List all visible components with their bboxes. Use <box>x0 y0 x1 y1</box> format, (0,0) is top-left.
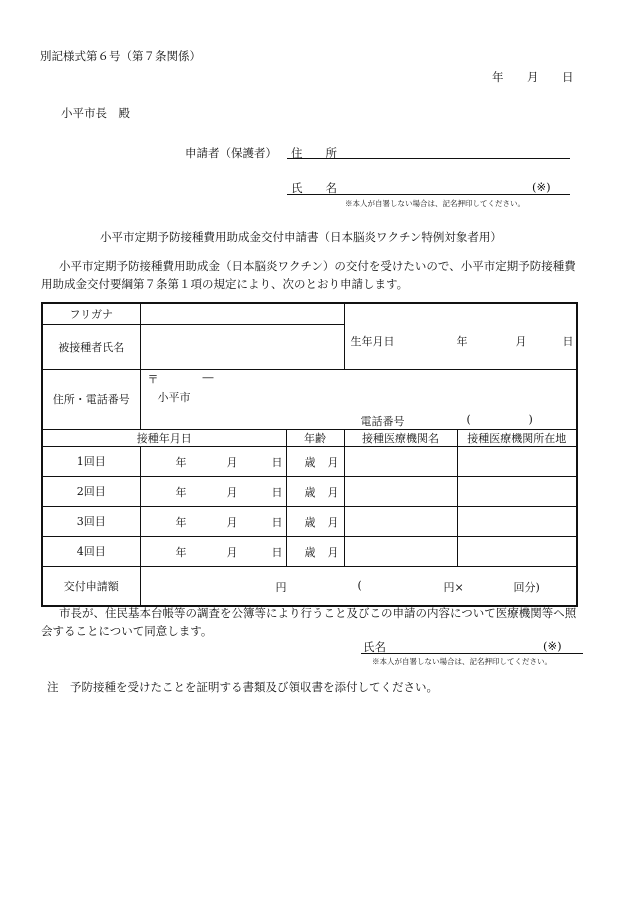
intro-line-1: 小平市定期予防接種費用助成金（日本脳炎ワクチン）の交付を受けたいので、小平市定期予防接種費 <box>59 259 576 273</box>
dose-year: 年 <box>175 455 187 469</box>
applicant-address-label: 住 所 <box>291 146 337 160</box>
furigana-label: フリガナ <box>42 303 140 324</box>
dose-row <box>42 506 577 536</box>
consent-name-label: 氏名 <box>363 640 386 654</box>
dose-day: 日 <box>271 455 283 469</box>
dose-institution-field[interactable] <box>344 506 457 536</box>
amount-yen-times: 円× <box>443 580 464 594</box>
patient-name-field[interactable] <box>140 324 344 369</box>
phone-label: 電話番号 <box>360 414 405 428</box>
dose-age-unit: 歳 <box>304 455 316 469</box>
postal-dash: ― <box>202 370 214 384</box>
date-year: 年 <box>492 70 504 84</box>
dose-label: 3回目 <box>42 506 140 536</box>
address-field[interactable] <box>140 369 577 429</box>
consent-note: ※本人が自署しない場合は、記名押印してください。 <box>372 657 552 666</box>
amount-times-close: 回分) <box>513 580 540 594</box>
dose-date-field[interactable] <box>140 506 286 536</box>
amount-field[interactable] <box>140 566 577 606</box>
dose-month: 月 <box>226 455 238 469</box>
dose-row <box>42 476 577 506</box>
city-name: 小平市 <box>157 390 191 404</box>
dose-institution-field[interactable] <box>344 536 457 566</box>
col-header-age: 年齢 <box>286 429 344 446</box>
applicant-label: 申請者（保護者） <box>185 146 277 160</box>
dose-day: 日 <box>271 545 283 559</box>
applicant-seal-mark: (※) <box>532 180 551 194</box>
dose-age-field[interactable] <box>286 446 344 476</box>
form-number: 別記様式第６号（第７条関係） <box>40 49 201 63</box>
dose-row <box>42 536 577 566</box>
consent-line-2: 会することについて同意します。 <box>41 624 213 638</box>
consent-signature-line <box>361 653 583 654</box>
dose-date-field[interactable] <box>140 446 286 476</box>
consent-seal-mark: (※) <box>543 639 562 653</box>
dose-age-unit: 歳 <box>304 485 316 499</box>
birth-year: 年 <box>456 335 468 349</box>
dose-location-field[interactable] <box>457 536 577 566</box>
date-day: 日 <box>562 70 574 84</box>
col-header-institution: 接種医療機関名 <box>344 429 457 446</box>
dose-month-unit: 月 <box>327 515 339 529</box>
intro-line-2: 用助成金交付要綱第７条第１項の規定により、次のとおり申請します。 <box>41 277 409 291</box>
consent-line-1: 市長が、住民基本台帳等の調査を公簿等により行うこと及びこの申請の内容について医療機関等へ照 <box>59 606 577 620</box>
dose-age-field[interactable] <box>286 506 344 536</box>
amount-paren-open: ( <box>357 578 362 592</box>
amount-yen: 円 <box>275 580 287 594</box>
dose-label: 1回目 <box>42 446 140 476</box>
document-title: 小平市定期予防接種費用助成金交付申請書（日本脳炎ワクチン特例対象者用） <box>100 230 502 244</box>
dose-month-unit: 月 <box>327 485 339 499</box>
dose-label: 2回目 <box>42 476 140 506</box>
furigana-field[interactable] <box>140 303 344 324</box>
dose-age-field[interactable] <box>286 536 344 566</box>
dose-age-unit: 歳 <box>304 515 316 529</box>
dose-date-field[interactable] <box>140 476 286 506</box>
dose-month-unit: 月 <box>327 455 339 469</box>
birth-month: 月 <box>515 335 527 349</box>
dose-day: 日 <box>271 485 283 499</box>
birth-day: 日 <box>562 335 574 349</box>
patient-name-label: 被接種者氏名 <box>42 324 140 369</box>
dose-row <box>42 446 577 476</box>
dose-month: 月 <box>226 485 238 499</box>
col-header-date: 接種年月日 <box>42 429 286 446</box>
dose-year: 年 <box>175 485 187 499</box>
applicant-name-line <box>287 194 570 195</box>
postal-mark: 〒 <box>147 372 159 386</box>
dose-institution-field[interactable] <box>344 476 457 506</box>
birthdate-label: 生年月日 <box>350 335 395 349</box>
dose-location-field[interactable] <box>457 476 577 506</box>
application-table <box>41 302 578 607</box>
dose-month: 月 <box>226 515 238 529</box>
dose-age-field[interactable] <box>286 476 344 506</box>
applicant-address-line <box>287 158 570 159</box>
dose-date-field[interactable] <box>140 536 286 566</box>
dose-day: 日 <box>271 515 283 529</box>
dose-label: 4回目 <box>42 536 140 566</box>
phone-paren-close: ) <box>528 412 533 426</box>
dose-month: 月 <box>226 545 238 559</box>
applicant-note: ※本人が自署しない場合は、記名押印してください。 <box>345 199 525 208</box>
date-month: 月 <box>527 70 539 84</box>
dose-location-field[interactable] <box>457 506 577 536</box>
birthdate-cell[interactable] <box>344 303 577 369</box>
col-header-location: 接種医療機関所在地 <box>457 429 577 446</box>
address-label: 住所・電話番号 <box>42 369 140 429</box>
dose-year: 年 <box>175 515 187 529</box>
dose-age-unit: 歳 <box>304 545 316 559</box>
dose-location-field[interactable] <box>457 446 577 476</box>
dose-institution-field[interactable] <box>344 446 457 476</box>
phone-paren-open: ( <box>466 412 471 426</box>
amount-label: 交付申請額 <box>42 566 140 606</box>
addressee: 小平市長 殿 <box>61 106 130 120</box>
dose-year: 年 <box>175 545 187 559</box>
dose-month-unit: 月 <box>327 545 339 559</box>
applicant-name-label: 氏 名 <box>291 181 337 195</box>
footnote: 注 予防接種を受けたことを証明する書類及び領収書を添付してください。 <box>47 680 438 694</box>
